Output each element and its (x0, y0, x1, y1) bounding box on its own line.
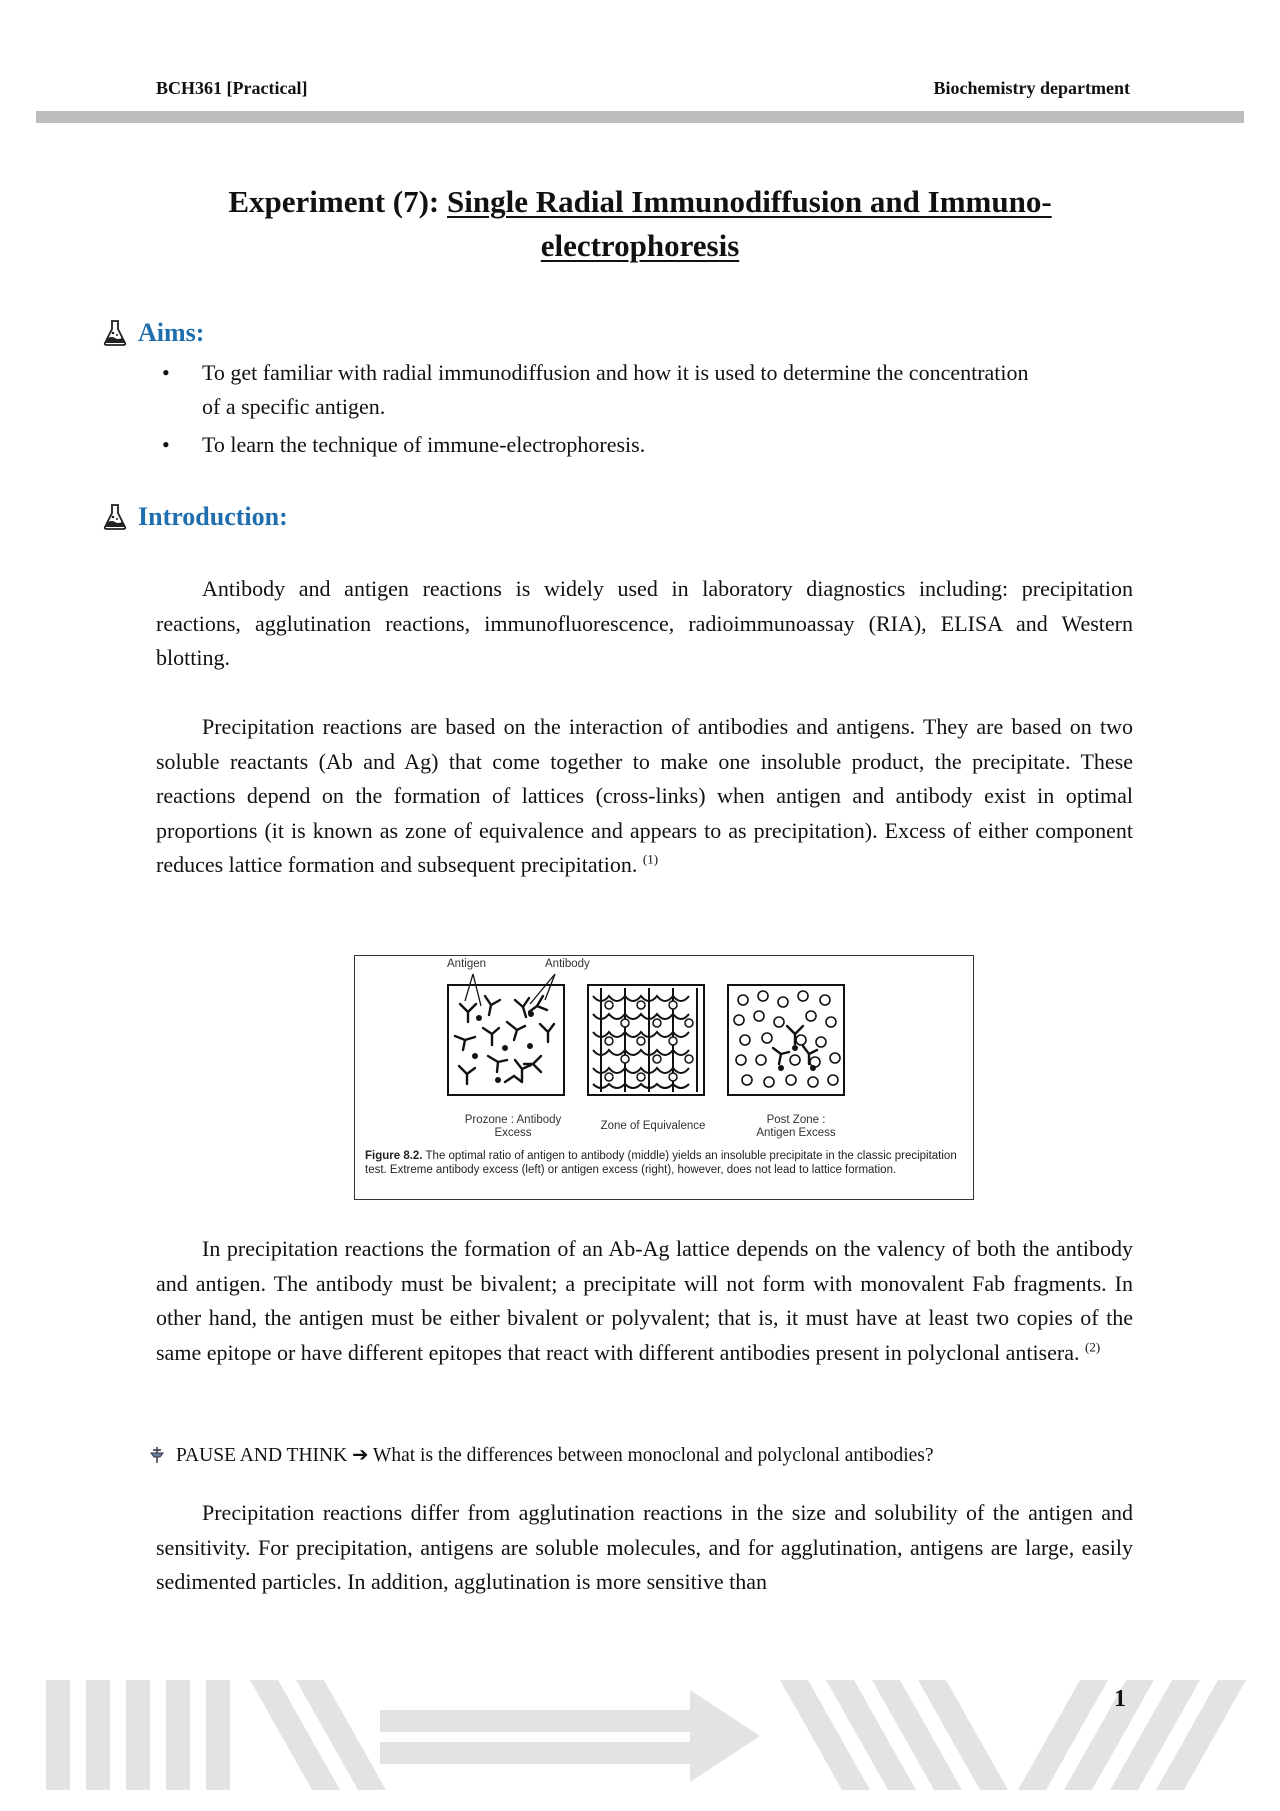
reference-marker: (2) (1084, 1339, 1101, 1355)
pause-and-think-text: PAUSE AND THINK ➔ What is the differences between monoclonal and polyclonal antibodies? (176, 1445, 934, 1466)
flask-icon (102, 503, 128, 531)
introduction-heading: Introduction: (138, 502, 288, 531)
paragraph-text: In precipitation reactions the formation of an Ab-Ag lattice depends on the valency of both the antibody and antigen. The antibody must be bivalent; a precipitate will not form with monovalent Fab fragments. In other hand, the antigen must be either bivalent or polyvalent; that is, it must have at least two copies of the same epitope or have different epitopes that react with different antibodies present in polyclonal antisera. (156, 1236, 1133, 1365)
figure-label-antigen: Antigen (447, 958, 487, 970)
title-line2: electrophoresis (540, 228, 740, 263)
intro-paragraph-3 (156, 1232, 1133, 1370)
figure-panel-label: Zone of Equivalence (600, 1120, 706, 1132)
figure-panel-label: Prozone : Antibody Excess (464, 1114, 562, 1139)
pushpin-icon (148, 1446, 166, 1464)
footer-decoration (0, 1670, 1280, 1811)
paragraph-text: Precipitation reactions are based on the interaction of antibodies and antigens. They are based on two soluble reactants (Ab and Ag) that come together to make one insoluble product, the precipitate. These reactions depend on the formation of lattices (cross-links) when antigen and antibody exist in optimal proportions (it is known as zone of equivalence and appears to as precipitation). Excess of either component reduces lattice formation and subsequent precipitation. (156, 714, 1133, 877)
reference-marker: (1) (642, 851, 659, 867)
aims-section-heading (102, 318, 204, 348)
header-course-code: BCH361 [Practical] (156, 78, 308, 98)
flask-icon (102, 319, 128, 347)
figure-label-antibody: Antibody (545, 958, 590, 970)
title-prefix: Experiment (7): (228, 184, 447, 219)
page-number: 1 (1114, 1686, 1126, 1712)
intro-paragraph-1: Antibody and antigen reactions is widely used in laboratory diagnostics including: precipitation reactions, agglutination reactions, immunofluorescence, radioimmunoassay (RIA), ELISA and Western blotting. (156, 576, 1133, 670)
page-title (150, 180, 1130, 268)
header-department: Biochemistry department (933, 78, 1130, 98)
pause-and-think (148, 1443, 934, 1467)
intro-paragraph-4: Precipitation reactions differ from agglutination reactions in the size and solubility of the antigen and sensitivity. For precipitation, antigens are soluble molecules, and for agglutination, antigens are large, easily sedimented particles. In addition, agglutination is more sensitive than (156, 1500, 1133, 1594)
intro-paragraph-2 (156, 710, 1133, 883)
figure-precipitation-zones (354, 955, 974, 1200)
title-line1: Single Radial Immunodiffusion and Immuno- (447, 184, 1052, 219)
figure-caption-text: The optimal ratio of antigen to antibody (middle) yields an insoluble precipitate in the classic precipitation test. Extreme antibody excess (left) or antigen excess (right), however, does not lead to lattice formation. (365, 1150, 957, 1176)
list-item: • To get familiar with radial immunodiffusion and how it is used to determine the concentration of a specific antigen. (160, 356, 1040, 424)
figure-caption (365, 1149, 965, 1177)
introduction-section-heading (102, 502, 288, 532)
header-rule (36, 111, 1244, 123)
list-item: • To learn the technique of immune-electrophoresis. (160, 428, 1040, 462)
aims-heading: Aims: (138, 318, 205, 347)
aims-list (160, 356, 1040, 466)
figure-panel-label: Post Zone : Antigen Excess (756, 1114, 836, 1139)
figure-caption-label: Figure 8.2. (365, 1150, 423, 1162)
